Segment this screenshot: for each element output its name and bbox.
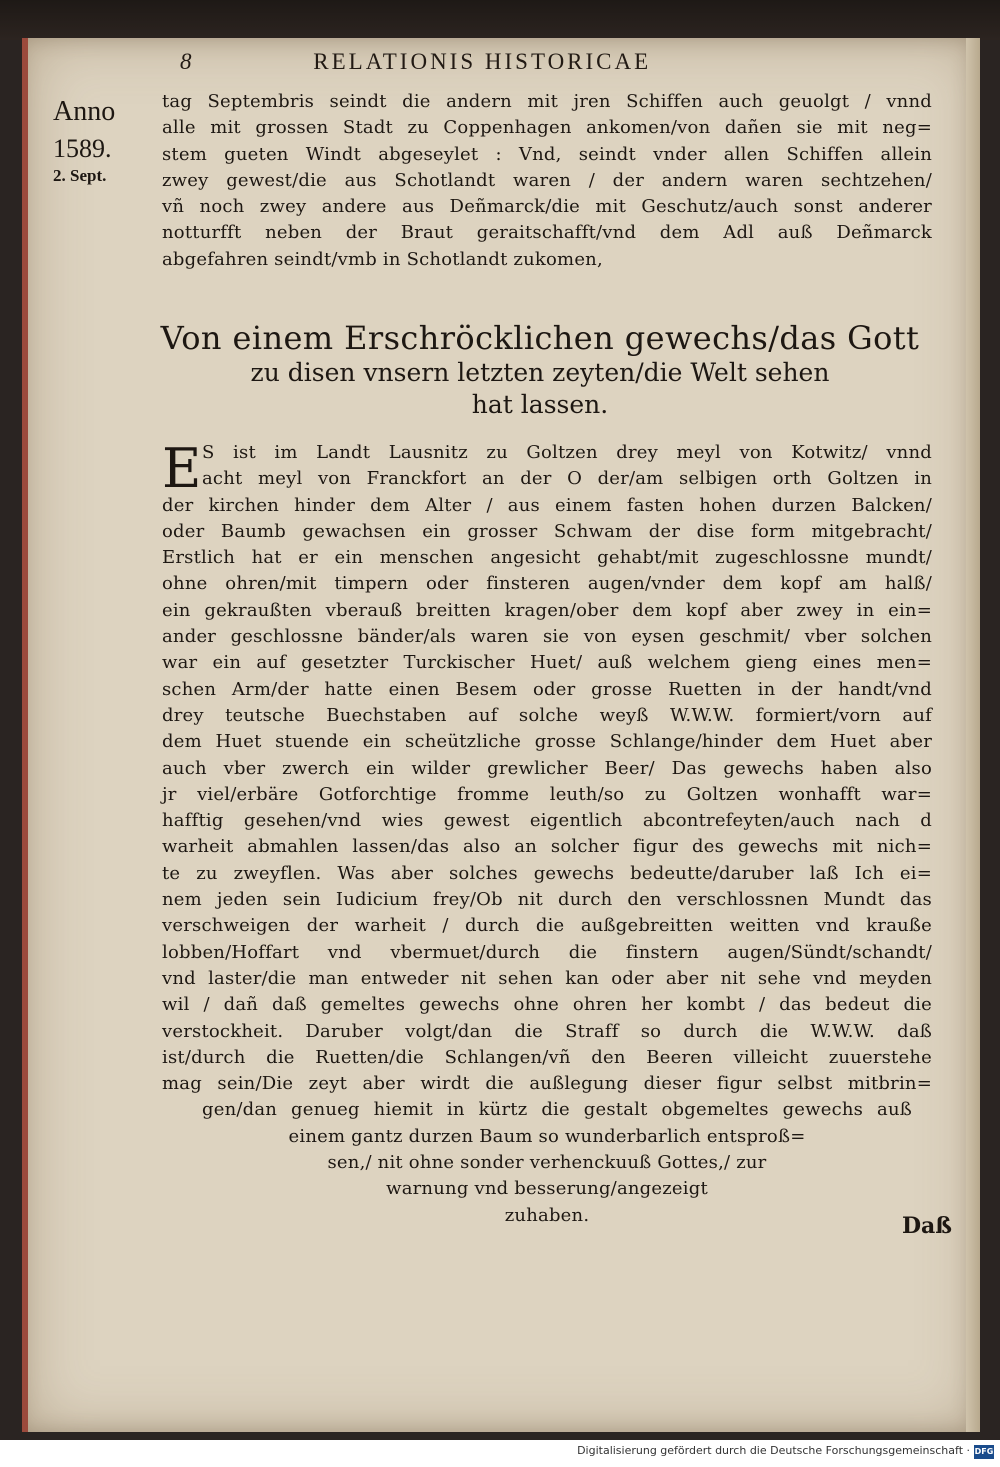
text-line: vnd laster/die man entweder nit sehen kan oder aber nit sehe vnd meyden [162, 967, 932, 989]
text-line: notturfft neben der Braut geraitschafft/vnd dem Adl auß Deñmarck [162, 222, 932, 244]
text-line: jr viel/erbäre Gotforchtige fromme leuth/so zu Goltzen wonhafft war= [162, 783, 932, 805]
text-line: gen/dan genueg hiemit in kürtz die gestalt obgemeltes gewechs auß [202, 1099, 912, 1121]
text-line: alle mit grossen Stadt zu Coppenhagen ankomen/von dañen sie mit neg= [162, 117, 932, 139]
scan-background-top [0, 0, 1000, 40]
text-line: oder Baumb gewachsen ein grosser Schwam der dise form mitgebracht/ [162, 520, 932, 542]
text-line: warnung vnd besserung/angezeigt [386, 1178, 708, 1200]
text-line: stem gueten Windt abgeseylet : Vnd, seindt vnder allen Schiffen allein [162, 143, 932, 165]
text-line: wil / dañ daß gemeltes gewechs ohne ohren her kombt / das bedeut die [162, 994, 932, 1016]
text-line: war ein auf gesetzter Turckischer Huet/ auß welchem gieng eines men= [162, 652, 932, 674]
heading-line: hat lassen. [471, 390, 609, 419]
text-line: drey teutsche Buechstaben auf solche weyß W.W.W. formiert/vorn auf [162, 704, 932, 726]
drop-cap: E [162, 437, 202, 500]
text-line: der kirchen hinder dem Alter / aus einem fasten hohen durzen Balcken/ [162, 494, 932, 516]
page-number: 8 [180, 49, 195, 74]
heading-line: zu disen vnsern letzten zeyten/die Welt sehen [250, 358, 830, 387]
text-line: einem gantz durzen Baum so wunderbarlich entsproß= [288, 1125, 806, 1147]
text-line: ist/durch die Ruetten/die Schlangen/vñ den Beeren villeicht zuuerstehe [162, 1046, 932, 1068]
text-line: ein gekraußten vberauß breitten kragen/ober dem kopf aber zwey in ein= [162, 599, 932, 621]
text-line: vñ noch zwey andere aus Deñmarck/die mit Geschutz/auch sonst anderer [162, 196, 932, 218]
text-line: Erstlich hat er ein menschen angesicht gehabt/mit zugeschlossne mundt/ [162, 547, 932, 569]
text-line: te zu zweyflen. Was aber solches gewechs bedeutte/daruber laß Ich ei= [162, 862, 932, 884]
heading-line: Von einem Erschröcklichen gewechs/das Gott [160, 319, 920, 357]
text-line: zuhaben. [504, 1204, 590, 1226]
text-line: hafftig gesehen/vnd wies gewest eigentlich abcontrefeyten/auch nach d [162, 810, 932, 832]
text-line: S ist im Landt Lausnitz zu Goltzen drey meyl von Kotwitz/ vnnd [202, 442, 932, 463]
catchword: Daß [901, 1213, 952, 1239]
running-head [180, 49, 900, 75]
text-line: mag sein/Die zeyt aber wirdt die außlegung dieser figur selbst mitbrin= [162, 1073, 932, 1095]
footer-bar [0, 1440, 1000, 1467]
text-line: warheit abmahlen lassen/das also an solcher figur des gewechs mit nich= [162, 836, 932, 858]
text-line: ohne ohren/mit timpern oder finsteren augen/vnder dem kopf am halß/ [162, 573, 932, 595]
page-fore-edge [966, 38, 980, 1432]
text-line: sen,/ nit ohne sonder verhenckuuß Gottes,/ zur [327, 1152, 767, 1174]
text-line: verschweigen der warheit / durch die außgebreitten weitten vnd krauße [162, 915, 932, 937]
text-line: zwey gewest/die aus Schotlandt waren / der andern waren sechtzehen/ [162, 169, 932, 191]
text-line: schen Arm/der hatte einen Besem oder grosse Ruetten in der handt/vnd [162, 678, 932, 700]
running-title: RELATIONIS HISTORICAE [313, 49, 652, 74]
text-line: verstockheit. Daruber volgt/dan die Straff so durch die W.W.W. daß [162, 1020, 932, 1042]
text-line: lobben/Hoffart vnd vbermuet/durch die finstern augen/Sündt/schandt/ [162, 941, 932, 963]
section-heading [150, 318, 930, 422]
text-line: acht meyl von Franckfort an der O der/am selbigen orth Goltzen in [202, 468, 932, 490]
funding-notice: Digitalisierung gefördert durch die Deutsche Forschungsgemeinschaft · [577, 1444, 970, 1457]
main-paragraph [162, 437, 932, 1229]
text-line: auch vber zwerch ein wilder grewlicher Beer/ Das gewechs haben also [162, 757, 932, 779]
text-line: tag Septembris seindt die andern mit jren Schiffen auch geuolgt / vnnd [162, 91, 932, 112]
text-line: dem Huet stuende ein scheützliche grosse Schlange/hinder dem Huet aber [162, 731, 932, 753]
dfg-logo-icon: DFG [974, 1445, 994, 1459]
top-paragraph [162, 89, 932, 273]
text-line: nem jeden sein Iudicium frey/Ob nit durch den verschlossnen Mundt das [162, 889, 932, 911]
margin-note-anno: Anno [53, 96, 116, 127]
margin-note-year: 1589. [53, 134, 112, 163]
text-line: abgefahren seindt/vmb in Schotlandt zukomen, [162, 248, 603, 270]
margin-note-date: 2. Sept. [53, 166, 107, 185]
text-line: ander geschlossne bänder/als waren sie von eysen geschmit/ vber solchen [162, 626, 932, 648]
